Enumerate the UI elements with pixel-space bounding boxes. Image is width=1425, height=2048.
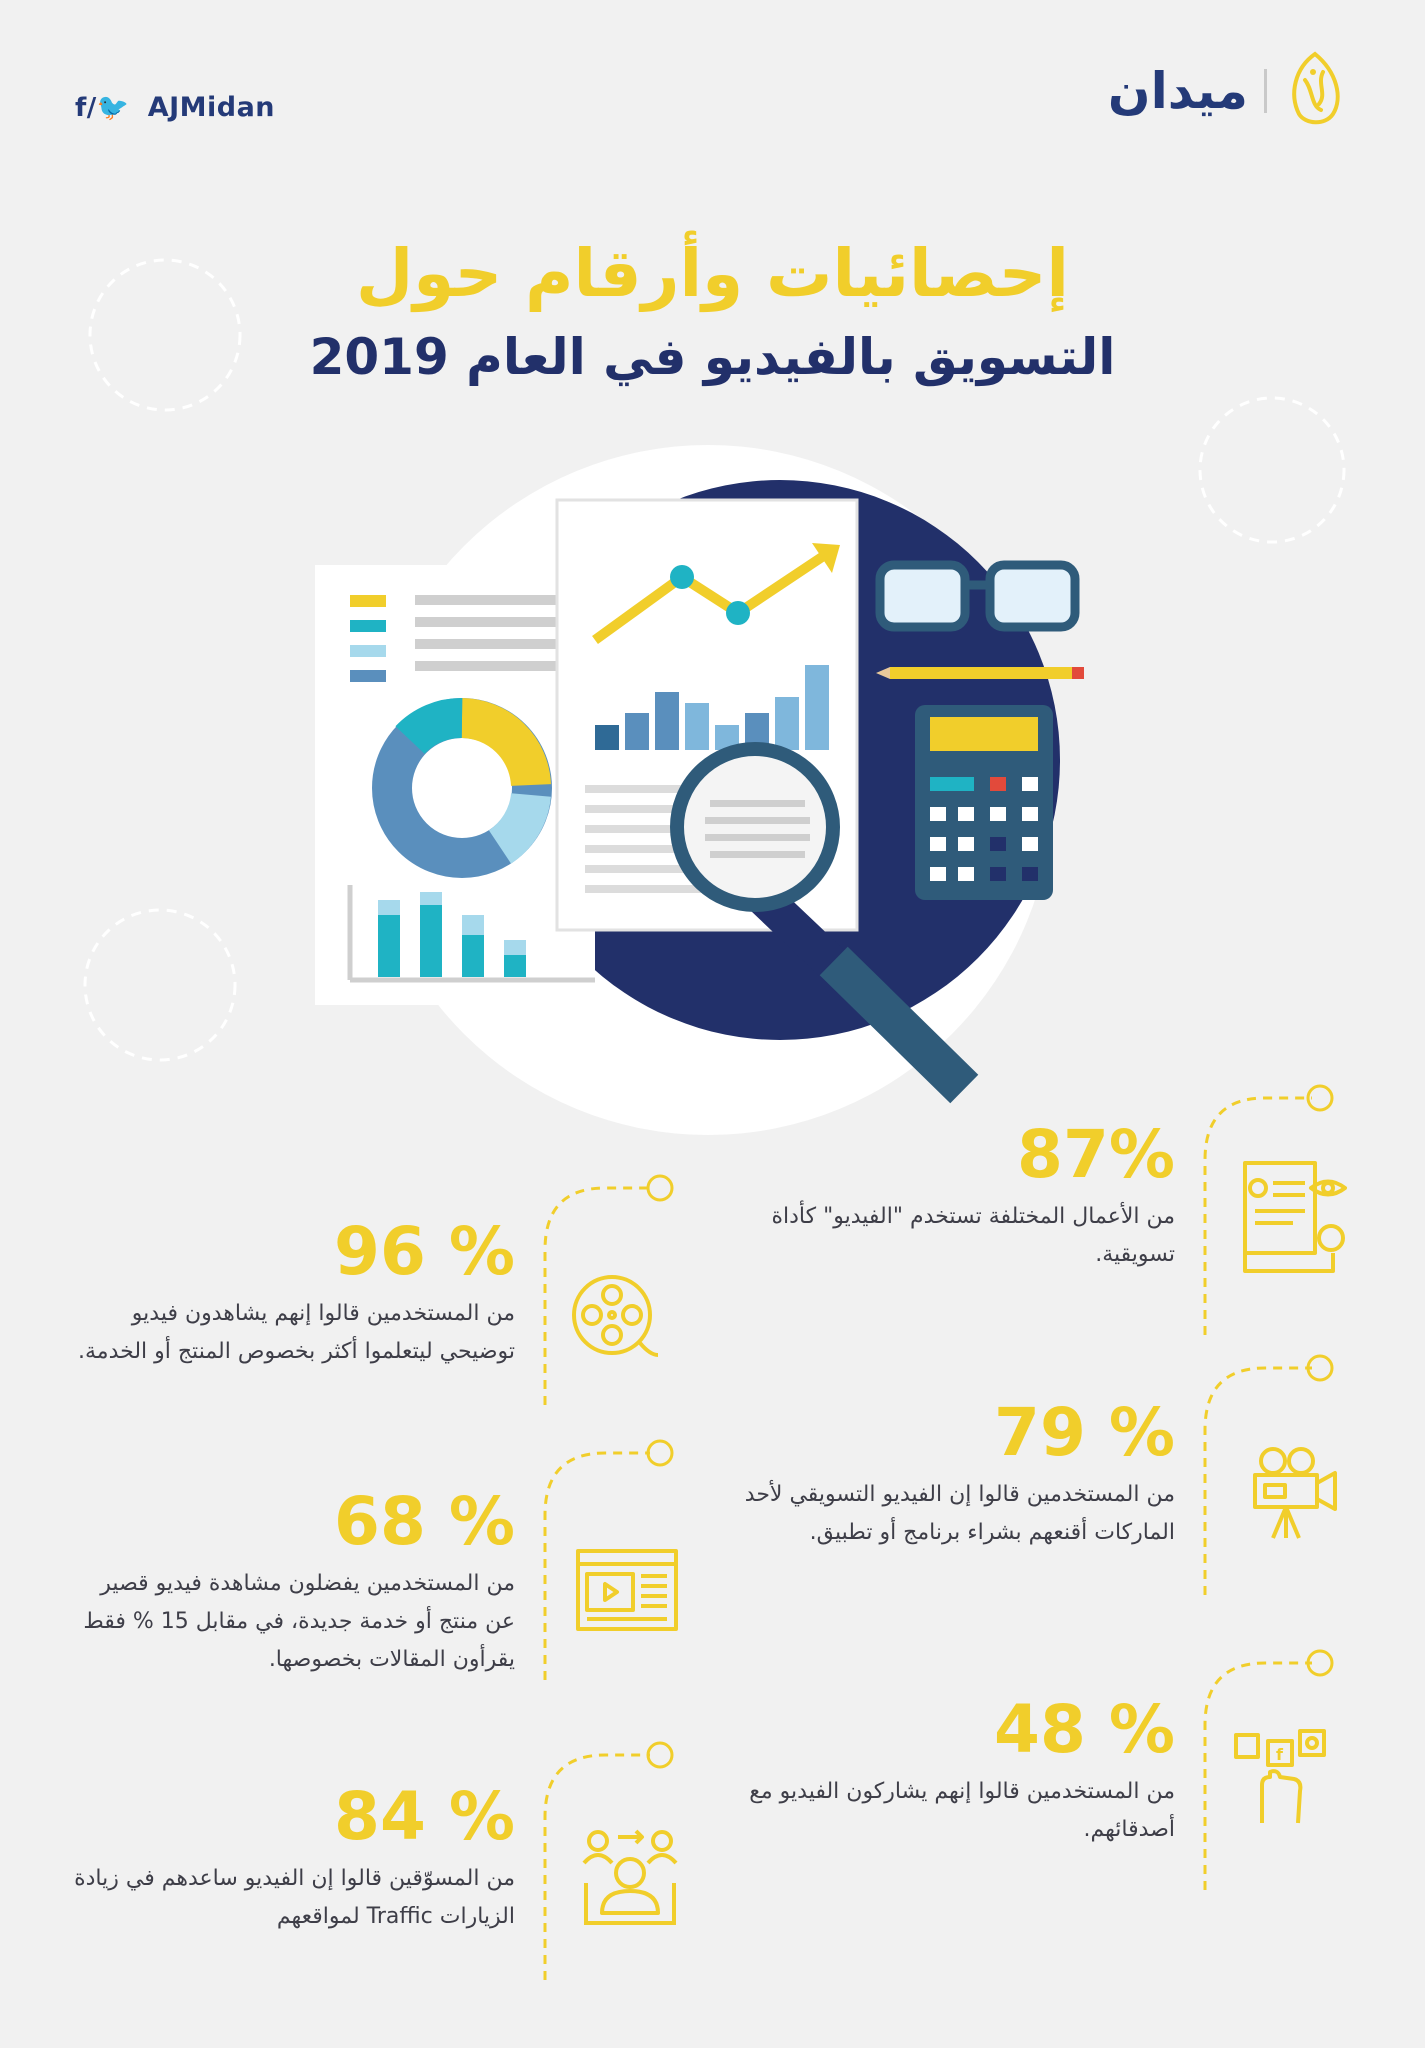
title-line-1: إحصائيات وأرقام حول [355, 235, 1069, 312]
stat-84 [65, 1780, 515, 1936]
stat-description: من المستخدمين قالوا إنهم يشاهدون فيديو توضيحي ليتعلموا أكثر بخصوص المنتج أو الخدمة. [78, 1301, 515, 1364]
audience-icon [580, 1823, 680, 1933]
film-reel-icon [570, 1273, 660, 1363]
video-player-icon [575, 1548, 680, 1633]
stat-48 [725, 1693, 1175, 1849]
stat-87 [725, 1118, 1175, 1274]
social-share-icon [1232, 1727, 1332, 1827]
brand-name: ميدان [1107, 62, 1248, 120]
stat-68 [65, 1485, 515, 1679]
stat-percent: 48 % [994, 1691, 1175, 1768]
stat-percent: 68 % [334, 1483, 515, 1560]
stat-96 [65, 1215, 515, 1371]
stat-percent: 84 % [334, 1778, 515, 1855]
stat-description: من الأعمال المختلفة تستخدم "الفيديو" كأداة تسويقية. [771, 1204, 1175, 1267]
stat-description: من المستخدمين قالوا إنهم يشاركون الفيديو مع أصدقائهم. [749, 1779, 1175, 1842]
stat-79 [725, 1396, 1175, 1552]
stat-percent: 79 % [994, 1394, 1175, 1471]
video-camera-icon [1243, 1443, 1343, 1543]
stat-description: من المستخدمين قالوا إن الفيديو التسويقي لأحد الماركات أقنعهم بشراء برنامج أو تطبيق. [744, 1482, 1175, 1545]
stat-description: من المستخدمين يفضلون مشاهدة فيديو قصير عن منتج أو خدمة جديدة، في مقابل 15 % فقط يقرأون المقالات بخصوصها. [83, 1571, 515, 1672]
svg-text:f: f [1276, 1745, 1283, 1764]
stat-percent: 96 % [334, 1213, 515, 1290]
title-line-2: التسويق بالفيديو في العام 2019 [309, 328, 1116, 386]
stat-description: من المسوّقين قالوا إن الفيديو ساعدهم في زيادة الزيارات Traffic لمواقعهم [74, 1866, 515, 1929]
marketing-document-icon [1233, 1153, 1353, 1278]
stat-percent: 87% [1017, 1116, 1175, 1193]
handle-text: AJMidan [147, 92, 276, 123]
social-icons: f/🐦 [75, 92, 130, 123]
